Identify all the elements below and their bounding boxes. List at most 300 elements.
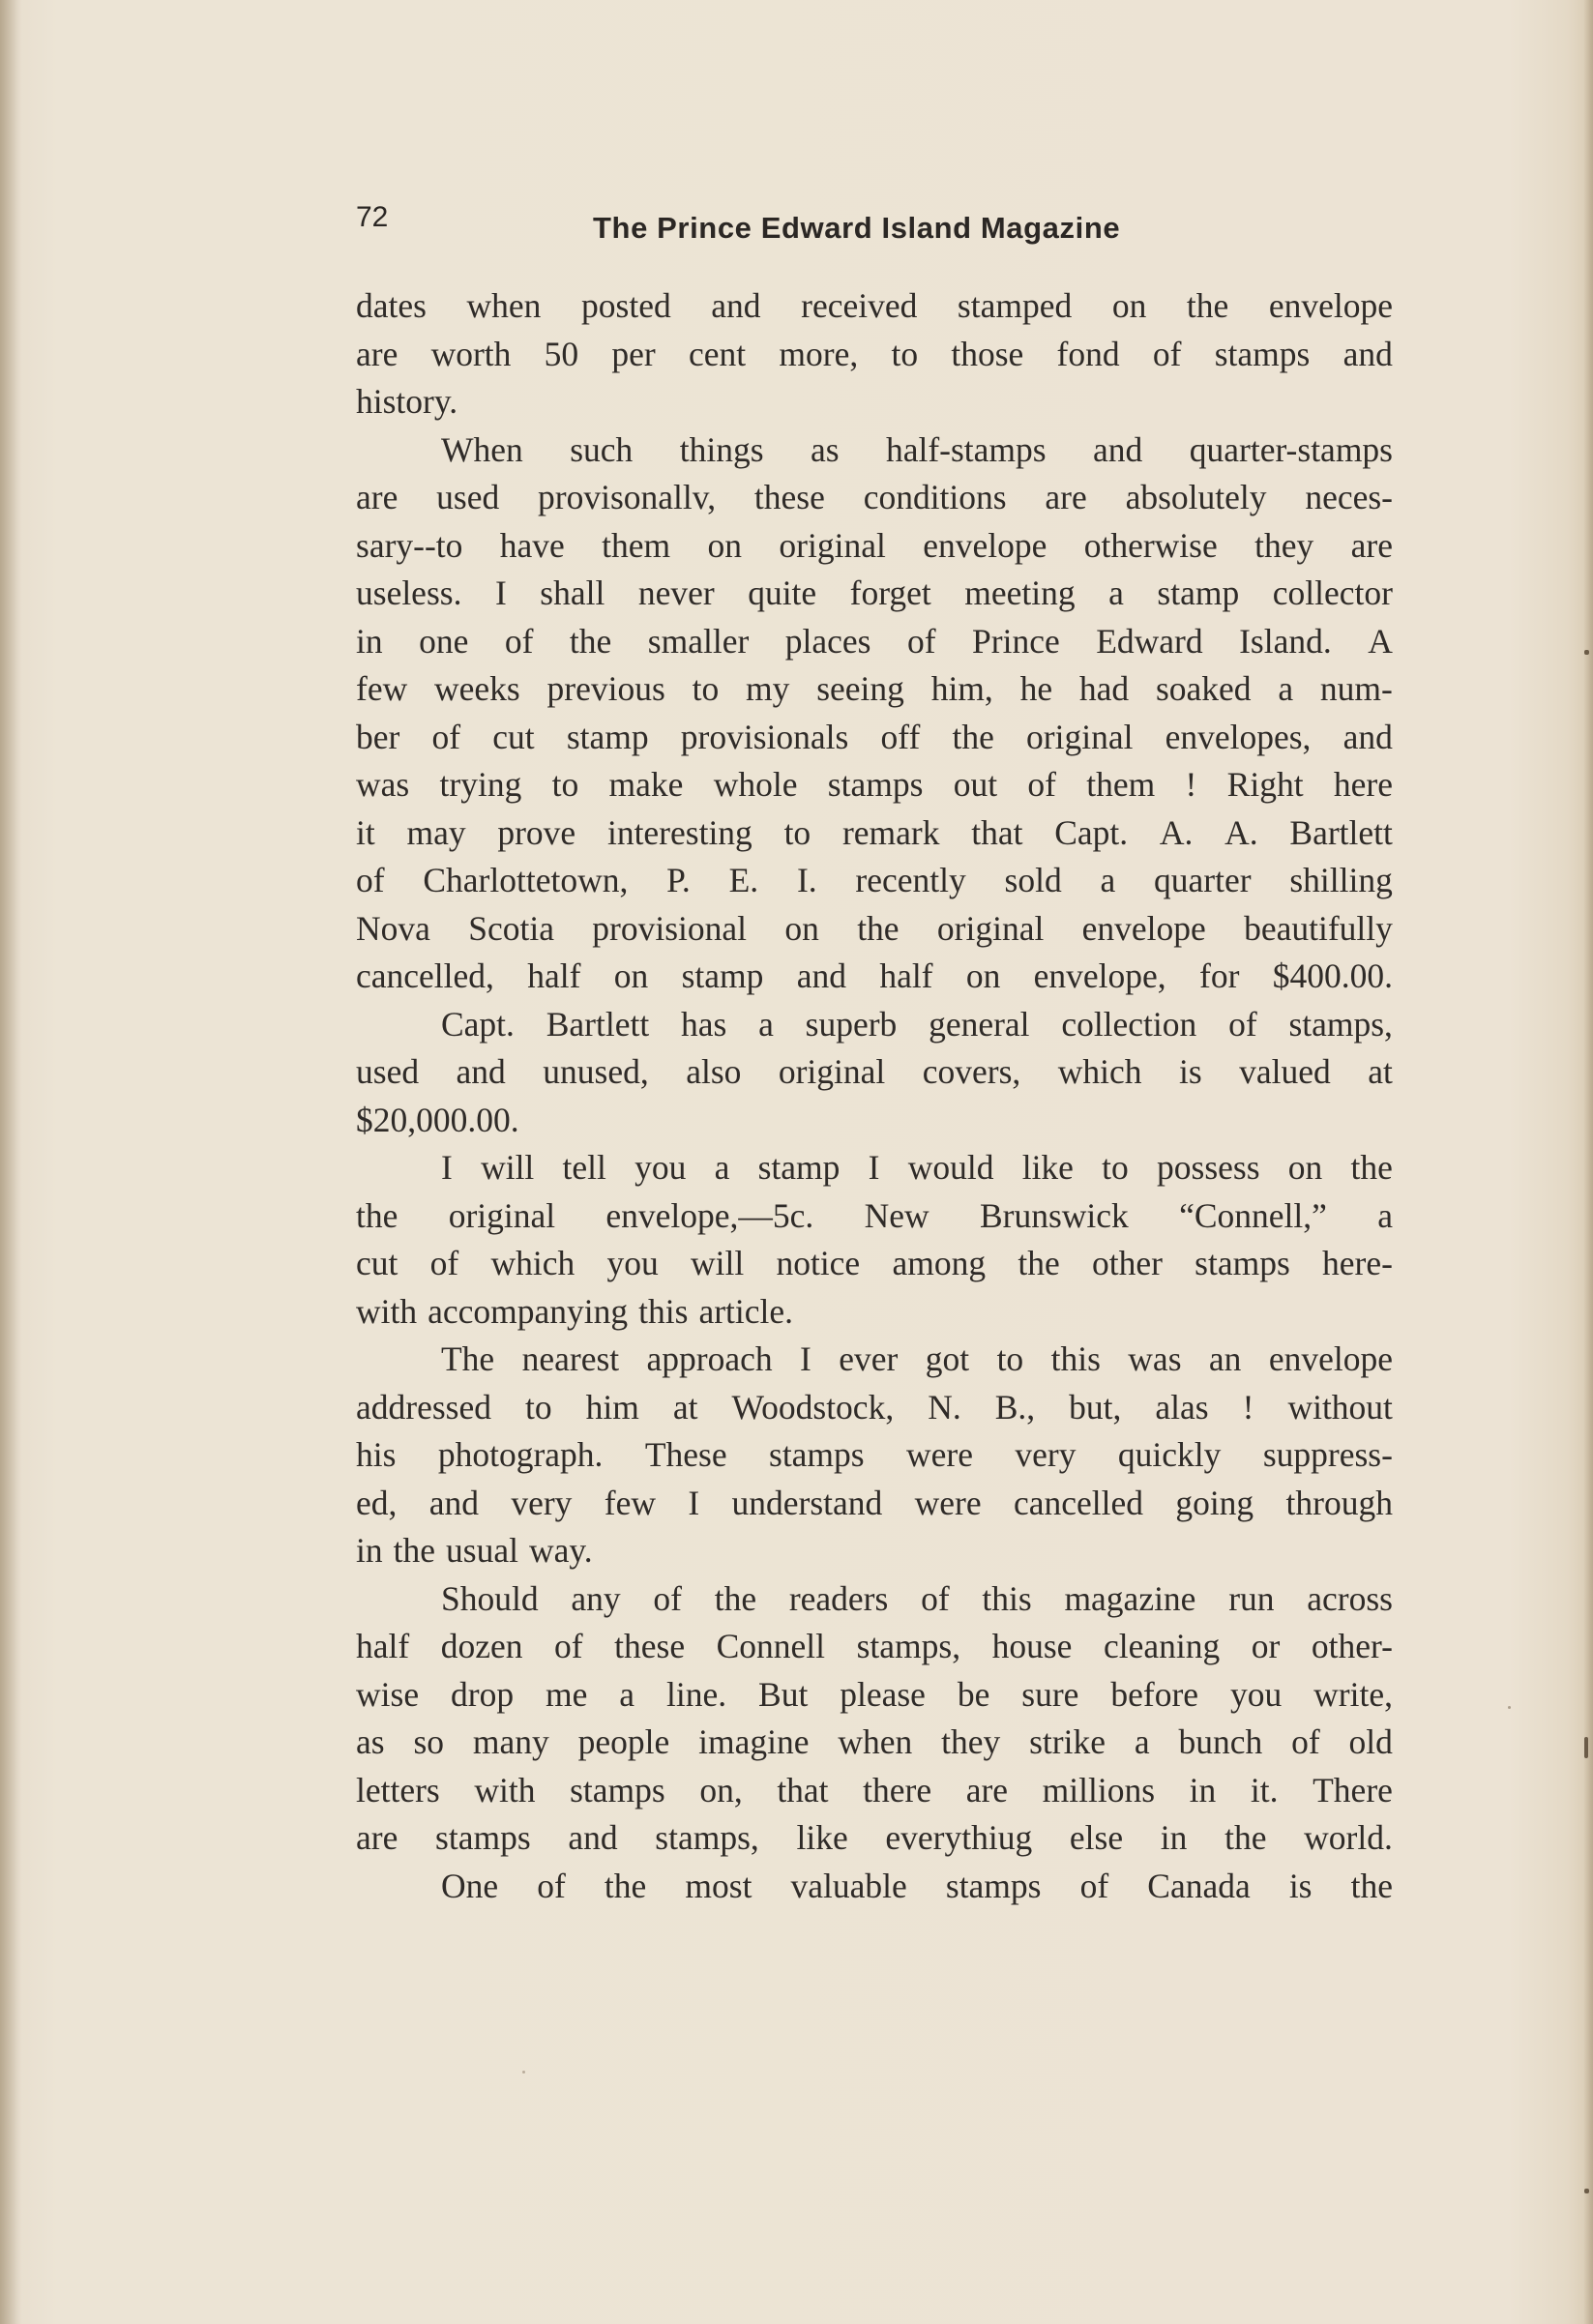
- word: across: [1307, 1578, 1393, 1618]
- word: shall: [540, 574, 605, 612]
- text-line: [356, 1097, 1393, 1145]
- word: quickly: [1117, 1435, 1222, 1474]
- word: cleaning: [1103, 1627, 1221, 1665]
- word: of: [429, 1244, 459, 1282]
- word: original: [779, 525, 886, 565]
- word: also: [686, 1052, 742, 1091]
- word: bunch: [1178, 1722, 1263, 1761]
- word: these: [614, 1627, 686, 1665]
- word: a: [1134, 1722, 1150, 1761]
- word: to: [996, 1339, 1024, 1378]
- word: !: [1185, 765, 1197, 804]
- word: wise: [356, 1674, 420, 1714]
- text-line: [356, 378, 1393, 427]
- word: beautifully: [1244, 908, 1393, 948]
- word: make: [608, 765, 684, 804]
- word: the: [952, 717, 994, 756]
- word: and: [1093, 429, 1143, 469]
- word: photograph.: [437, 1435, 604, 1474]
- text-line: [356, 1767, 1393, 1815]
- word: here-: [1322, 1244, 1393, 1282]
- word: that: [971, 812, 1023, 852]
- word: trying: [439, 765, 522, 804]
- word: on: [707, 525, 743, 565]
- word: to: [551, 765, 579, 804]
- word: Canada: [1147, 1866, 1251, 1905]
- text-line: [356, 1623, 1393, 1671]
- text-line: [356, 427, 1393, 475]
- word: in: [1189, 1770, 1217, 1809]
- word: strike: [1029, 1722, 1106, 1761]
- word: millions: [1042, 1770, 1156, 1809]
- word: and: [568, 1818, 618, 1857]
- text-line: [356, 1384, 1393, 1432]
- word: and: [1342, 717, 1393, 756]
- word: were: [914, 1483, 982, 1522]
- word: envelope: [1268, 286, 1393, 325]
- word: I.: [796, 861, 817, 899]
- word: of: [1291, 1722, 1320, 1761]
- word: of: [356, 861, 385, 899]
- word: stamp: [757, 1148, 841, 1187]
- word: with: [474, 1770, 536, 1809]
- word: a: [619, 1674, 635, 1714]
- word: and: [428, 1483, 479, 1522]
- word: One: [441, 1866, 499, 1905]
- text-line: [356, 761, 1393, 809]
- word: P.: [666, 861, 691, 899]
- word: superb: [805, 1004, 898, 1044]
- word: cent: [689, 334, 747, 373]
- paper-speck: [1584, 1737, 1588, 1758]
- word: useless.: [356, 574, 462, 612]
- word: readers: [788, 1578, 889, 1618]
- word: people: [577, 1722, 670, 1761]
- word: on: [1287, 1148, 1323, 1187]
- word: of: [1079, 1866, 1109, 1905]
- word: was: [356, 765, 410, 804]
- word: and: [1342, 334, 1393, 373]
- word: of: [537, 1866, 566, 1905]
- word: usual: [446, 1531, 518, 1570]
- word: house: [991, 1627, 1073, 1665]
- word: a: [1108, 574, 1124, 612]
- word: the: [604, 1866, 647, 1905]
- word: Island.: [1239, 621, 1332, 661]
- word: me: [546, 1674, 588, 1714]
- word: off: [880, 717, 921, 756]
- word: seeing: [816, 669, 904, 708]
- word: never: [637, 574, 715, 612]
- word: the: [1186, 286, 1229, 325]
- word: got: [925, 1339, 970, 1378]
- word: this: [638, 1291, 689, 1331]
- word: of: [653, 1578, 682, 1618]
- word: covers,: [922, 1052, 1021, 1091]
- word: everythiug: [885, 1818, 1033, 1857]
- word: dates: [356, 286, 427, 325]
- word: neces-: [1305, 478, 1393, 516]
- word: envelopes,: [1165, 717, 1312, 756]
- word: to: [692, 669, 720, 708]
- word: Edward: [1096, 621, 1203, 661]
- word: please: [840, 1674, 926, 1714]
- word: run: [1228, 1578, 1275, 1618]
- word: I: [688, 1483, 700, 1522]
- word: few: [604, 1483, 656, 1522]
- word: at: [672, 1387, 698, 1427]
- word: of: [504, 621, 534, 661]
- word: be: [957, 1674, 990, 1714]
- word: Charlottetown,: [423, 861, 629, 899]
- word: a: [1278, 669, 1294, 708]
- word: write,: [1313, 1674, 1393, 1714]
- paper-speck: [1584, 2189, 1589, 2193]
- word: smaller: [647, 621, 750, 661]
- text-line: [356, 282, 1393, 331]
- word: an: [1208, 1339, 1242, 1378]
- word: Connell: [716, 1627, 826, 1665]
- text-line: [356, 1527, 1393, 1575]
- word: Bartlett: [1289, 812, 1393, 852]
- word: had: [1078, 669, 1130, 708]
- word: stamps,: [1288, 1004, 1393, 1044]
- text-line: [356, 809, 1393, 858]
- word: A: [1368, 621, 1393, 661]
- word: other-: [1311, 1627, 1393, 1665]
- word: with: [356, 1291, 418, 1331]
- paper-speck: [1584, 650, 1589, 655]
- text-line: [356, 618, 1393, 666]
- word: provisonallv,: [538, 478, 717, 516]
- word: sary--to: [356, 525, 463, 565]
- word: previous: [546, 669, 665, 708]
- word: a: [1377, 1195, 1393, 1235]
- word: Should: [441, 1578, 539, 1618]
- text-line: [356, 570, 1393, 618]
- word: A.: [1224, 812, 1258, 852]
- word: stamp: [566, 717, 649, 756]
- word: suppress-: [1262, 1435, 1393, 1474]
- word: N.: [928, 1387, 961, 1427]
- word: half: [879, 956, 933, 995]
- word: which: [1057, 1052, 1142, 1091]
- word: are: [356, 334, 398, 373]
- text-line: [356, 1048, 1393, 1097]
- word: the: [1350, 1148, 1393, 1187]
- word: magazine: [1064, 1578, 1196, 1618]
- text-line: [356, 1001, 1393, 1049]
- word: There: [1313, 1770, 1393, 1809]
- word: like: [1021, 1148, 1074, 1187]
- word: Brunswick: [979, 1195, 1129, 1235]
- word: in: [1160, 1818, 1188, 1857]
- word: is: [1288, 1866, 1313, 1905]
- word: letters: [356, 1770, 440, 1809]
- word: ever: [839, 1339, 899, 1378]
- word: received: [801, 286, 918, 325]
- word: used: [436, 478, 500, 516]
- word: whole: [713, 765, 798, 804]
- text-line: [356, 1575, 1393, 1624]
- word: per: [611, 334, 656, 373]
- word: you: [1229, 1674, 1283, 1714]
- word: it: [356, 812, 375, 852]
- word: cancelled,: [356, 956, 494, 995]
- word: valuable: [790, 1866, 907, 1905]
- word: article.: [698, 1291, 793, 1331]
- word: ed,: [356, 1483, 398, 1522]
- word: sure: [1021, 1674, 1079, 1714]
- text-line: [356, 474, 1393, 522]
- word: at: [1368, 1052, 1393, 1091]
- word: or: [1251, 1627, 1281, 1665]
- word: would: [907, 1148, 994, 1187]
- word: quite: [748, 574, 817, 612]
- word: weeks: [434, 669, 520, 708]
- text-line: [356, 1719, 1393, 1767]
- word: half: [356, 1627, 410, 1665]
- word: cut: [492, 717, 535, 756]
- word: to: [524, 1387, 552, 1427]
- word: tell: [562, 1148, 606, 1187]
- text-line: [356, 1240, 1393, 1288]
- word: of: [906, 621, 936, 661]
- word: the: [356, 1195, 398, 1235]
- word: these: [753, 478, 825, 516]
- word: cancelled: [1013, 1483, 1143, 1522]
- word: These: [644, 1435, 727, 1474]
- word: Woodstock,: [731, 1387, 895, 1427]
- word: are: [356, 1818, 398, 1857]
- word: but,: [1069, 1387, 1122, 1427]
- word: them: [1086, 765, 1156, 804]
- word: Capt.: [1054, 812, 1129, 852]
- word: has: [680, 1004, 727, 1044]
- word: to: [891, 334, 919, 373]
- text-line: [356, 1863, 1393, 1911]
- word: Bartlett: [546, 1004, 650, 1044]
- word: this: [1050, 1339, 1101, 1378]
- word: without: [1287, 1387, 1393, 1427]
- word: stamps: [769, 1435, 865, 1474]
- word: before: [1110, 1674, 1199, 1714]
- word: A.: [1159, 812, 1194, 852]
- word: have: [499, 525, 565, 565]
- word: quarter-stamps: [1189, 429, 1393, 469]
- word: may: [406, 812, 466, 852]
- word: and: [456, 1052, 506, 1091]
- word: you: [634, 1148, 687, 1187]
- page-edge: [1583, 0, 1593, 2324]
- word: interesting: [606, 812, 752, 852]
- word: stamps,: [655, 1818, 759, 1857]
- text-line: [356, 1814, 1393, 1863]
- text-line: [356, 953, 1393, 1001]
- word: Scotia: [468, 908, 554, 948]
- word: that: [777, 1770, 829, 1809]
- word: envelope: [1268, 1339, 1393, 1378]
- word: prove: [497, 812, 576, 852]
- word: stamps,: [856, 1627, 961, 1665]
- text-line: [356, 522, 1393, 571]
- word: When: [441, 429, 523, 469]
- article-body: [356, 282, 1393, 1910]
- word: on: [613, 956, 649, 995]
- text-line: [356, 714, 1393, 762]
- word: alas: [1155, 1387, 1209, 1427]
- word: of: [431, 717, 461, 756]
- word: and: [796, 956, 846, 995]
- word: he: [1019, 669, 1053, 708]
- word: for: [1199, 956, 1240, 995]
- word: will: [481, 1148, 535, 1187]
- word: world.: [1304, 1818, 1393, 1857]
- word: Capt.: [441, 1004, 515, 1044]
- word: his: [356, 1435, 397, 1474]
- word: ber: [356, 717, 400, 756]
- word: like: [796, 1818, 848, 1857]
- word: cut: [356, 1244, 398, 1282]
- paper-speck: [522, 2071, 525, 2074]
- word: him,: [930, 669, 993, 708]
- word: very: [511, 1483, 573, 1522]
- word: stamp: [681, 956, 764, 995]
- word: a: [1100, 861, 1116, 899]
- word: such: [570, 429, 634, 469]
- text-line: [356, 1192, 1393, 1241]
- word: “Connell,”: [1179, 1195, 1327, 1235]
- text-line: [356, 857, 1393, 905]
- word: in: [356, 1531, 383, 1570]
- word: in: [356, 621, 383, 661]
- text-line: [356, 1431, 1393, 1480]
- word: $400.00.: [1272, 956, 1393, 995]
- word: when: [466, 286, 542, 325]
- word: The: [441, 1339, 495, 1378]
- text-line: [356, 1336, 1393, 1384]
- word: stamped: [957, 286, 1073, 325]
- word: accompanying: [428, 1291, 629, 1331]
- text-line: [356, 1288, 1393, 1337]
- word: will: [690, 1244, 745, 1282]
- word: places: [784, 621, 871, 661]
- word: general: [929, 1004, 1030, 1044]
- word: most: [685, 1866, 752, 1905]
- word: conditions: [863, 478, 1007, 516]
- word: and: [711, 286, 761, 325]
- word: E.: [728, 861, 759, 899]
- word: on: [1111, 286, 1147, 325]
- word: stamps: [435, 1818, 531, 1857]
- word: half: [527, 956, 581, 995]
- word: I: [868, 1148, 880, 1187]
- word: understand: [731, 1483, 883, 1522]
- word: provisionals: [680, 717, 849, 756]
- word: original: [778, 1052, 886, 1091]
- word: of: [1152, 334, 1182, 373]
- word: other: [1091, 1244, 1163, 1282]
- word: soaked: [1155, 669, 1252, 708]
- word: stamps: [1214, 334, 1311, 373]
- word: the: [857, 908, 900, 948]
- word: recently: [855, 861, 966, 899]
- word: a: [714, 1148, 730, 1187]
- word: But: [758, 1674, 809, 1714]
- word: envelope,: [1033, 956, 1166, 995]
- word: Prince: [972, 621, 1060, 661]
- word: they: [1254, 525, 1314, 565]
- word: many: [472, 1722, 549, 1761]
- word: posted: [581, 286, 671, 325]
- word: the: [714, 1578, 757, 1618]
- word: I: [441, 1148, 453, 1187]
- word: are: [1045, 478, 1087, 516]
- word: the: [393, 1531, 435, 1570]
- word: more,: [779, 334, 859, 373]
- word: old: [1348, 1722, 1393, 1761]
- text-line: [356, 1480, 1393, 1528]
- word: on: [784, 908, 819, 948]
- magazine-title: The Prince Edward Island Magazine: [593, 211, 1121, 245]
- word: there: [863, 1770, 932, 1809]
- word: provisional: [592, 908, 748, 948]
- word: num-: [1319, 669, 1393, 708]
- word: them: [602, 525, 671, 565]
- word: of: [1228, 1004, 1257, 1044]
- word: when: [838, 1722, 913, 1761]
- word: of: [554, 1627, 583, 1665]
- word: of: [921, 1578, 950, 1618]
- word: one: [419, 621, 469, 661]
- word: history.: [356, 382, 458, 421]
- word: him: [585, 1387, 639, 1427]
- word: are: [965, 1770, 1009, 1809]
- word: collector: [1272, 574, 1393, 612]
- running-head: [356, 193, 1401, 251]
- text-line: [356, 905, 1393, 954]
- word: possess: [1157, 1148, 1260, 1187]
- word: way.: [528, 1531, 593, 1570]
- word: here: [1333, 765, 1393, 804]
- word: Right: [1226, 765, 1304, 804]
- word: Nova: [356, 908, 430, 948]
- word: absolutely: [1125, 478, 1267, 516]
- text-line: [356, 1671, 1393, 1720]
- word: addressed: [356, 1387, 491, 1427]
- word: very: [1015, 1435, 1077, 1474]
- word: stamps: [945, 1866, 1042, 1905]
- word: were: [906, 1435, 974, 1474]
- text-line: [356, 665, 1393, 714]
- word: half-stamps: [885, 429, 1047, 469]
- word: 50: [544, 334, 579, 373]
- word: quarter: [1154, 861, 1252, 899]
- word: !: [1242, 1387, 1254, 1427]
- word: on: [965, 956, 1001, 995]
- word: original: [936, 908, 1045, 948]
- word: meeting: [964, 574, 1076, 612]
- word: B.,: [994, 1387, 1036, 1427]
- word: collection: [1061, 1004, 1197, 1044]
- word: as: [356, 1722, 385, 1761]
- word: going: [1175, 1483, 1254, 1522]
- word: the: [1224, 1818, 1267, 1857]
- word: a: [758, 1004, 774, 1044]
- word: approach: [646, 1339, 773, 1378]
- word: the: [569, 621, 612, 661]
- word: else: [1069, 1818, 1124, 1857]
